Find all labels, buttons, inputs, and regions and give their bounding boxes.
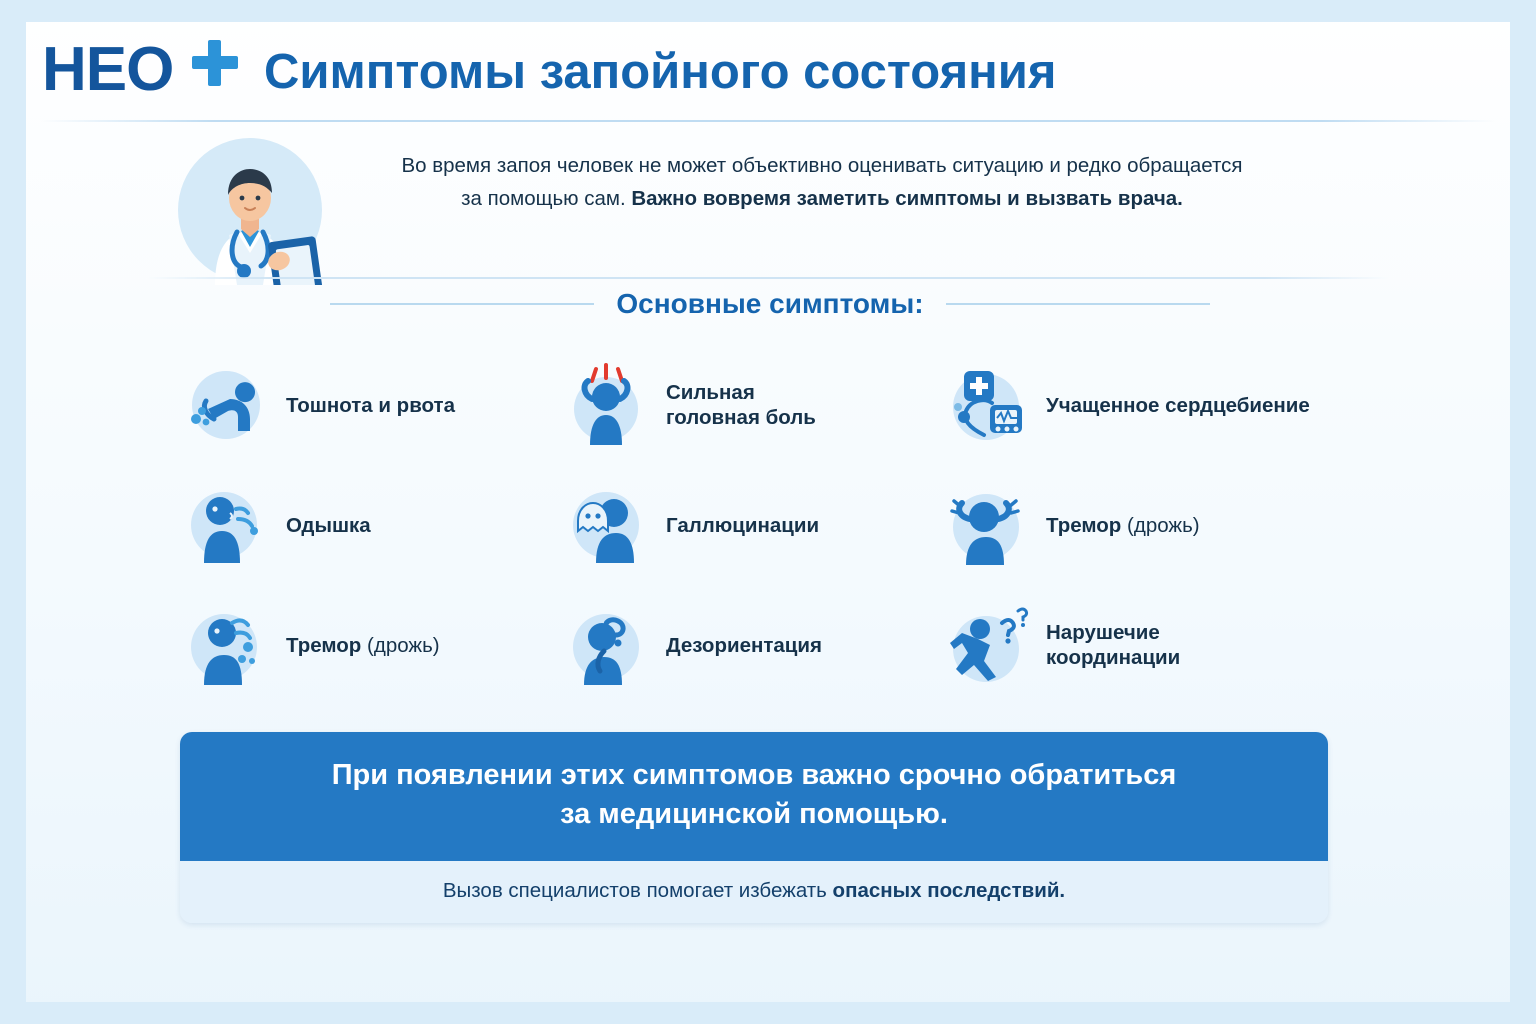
callout-sub-text — [180, 861, 1328, 923]
symptom-item — [180, 345, 560, 465]
symptom-label — [286, 633, 440, 658]
doctor-avatar-icon — [175, 135, 325, 285]
intro-line-2-normal: за помощью сам. — [461, 187, 632, 211]
section-line-left — [330, 303, 594, 305]
symptom-label-main: Тошнота и рвота — [286, 393, 455, 417]
svg-text:HEO: HEO — [42, 36, 174, 104]
tremor-sweating-icon — [180, 599, 272, 691]
page-title: Симптомы запойного состояния — [264, 45, 1057, 99]
brand-logo — [42, 36, 250, 108]
intro-divider — [148, 277, 1388, 279]
symptom-label-main: Тремор — [286, 633, 368, 657]
symptom-item — [940, 345, 1360, 465]
shortness-of-breath-icon — [180, 479, 272, 571]
coordination-loss-icon — [940, 599, 1032, 691]
symptom-item — [940, 585, 1360, 705]
logo-icon — [42, 36, 248, 108]
headache-icon — [560, 359, 652, 451]
symptom-label: Нарушечие координации — [1046, 621, 1181, 669]
bottom-border — [0, 1002, 1536, 1024]
right-border — [1510, 0, 1536, 1024]
section-title: Основные симптомы: — [616, 288, 924, 319]
intro-block — [175, 135, 1305, 285]
callout-sub-normal: Вызов специалистов помогает избежать — [442, 878, 833, 902]
disorientation-icon — [560, 599, 652, 691]
header-divider — [40, 120, 1496, 122]
left-border — [0, 0, 26, 1024]
symptom-label-main: Тремор — [1046, 513, 1128, 537]
intro-line-1: Во время запоя человек не может объективно оценивать ситуацию и редко обращается — [401, 154, 1243, 177]
symptom-label-light: (дрожь) — [1127, 513, 1200, 537]
callout-box — [180, 732, 1328, 923]
callout-main-text — [180, 732, 1328, 861]
symptom-label-light: (дрожь) — [367, 633, 440, 657]
tremor-shaking-head-icon — [940, 479, 1032, 571]
symptom-label: Галлюцинации — [666, 513, 820, 537]
symptom-item — [560, 585, 940, 705]
symptom-item — [180, 465, 560, 585]
header — [26, 22, 1510, 122]
top-border — [0, 0, 1536, 22]
symptom-label: Дезориентация — [666, 633, 822, 657]
symptom-item — [560, 465, 940, 585]
symptom-label: Сильная головная боль — [666, 381, 816, 429]
callout-main-line-1: При появлении этих симптомов важно срочно обратиться — [331, 759, 1177, 791]
symptom-item — [180, 585, 560, 705]
heart-rate-monitor-icon — [940, 359, 1032, 451]
symptom-label — [286, 393, 455, 418]
callout-main-line-2: за медицинской помощью. — [560, 798, 948, 831]
section-line-right — [946, 303, 1210, 305]
symptoms-grid — [180, 345, 1360, 705]
intro-line-2-bold: Важно вовремя заметить симптомы и вызвать врача. — [631, 187, 1183, 211]
symptom-item — [560, 345, 940, 465]
symptom-label: Одышка — [286, 513, 371, 537]
callout-sub-bold: опасных последствий. — [832, 878, 1066, 902]
vomiting-icon — [180, 359, 272, 451]
symptom-label — [1046, 513, 1200, 538]
symptom-item — [940, 465, 1360, 585]
intro-text — [347, 149, 1297, 215]
section-header — [330, 288, 1210, 320]
symptom-label: Учащенное сердцебиение — [1046, 393, 1310, 417]
hallucinations-ghost-icon — [560, 479, 652, 571]
